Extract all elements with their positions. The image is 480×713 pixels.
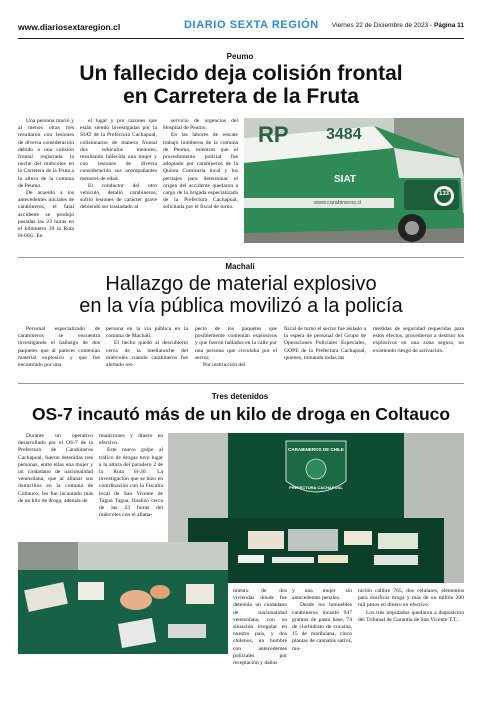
article3-column-3 xyxy=(233,588,287,668)
article3-paragraph: y una mujer sin antecedentes penales. xyxy=(292,588,352,602)
page-header xyxy=(18,19,464,36)
article3-column-5 xyxy=(358,588,464,668)
article2-column-5 xyxy=(373,326,464,374)
article2-headline xyxy=(18,274,464,317)
article2-column-2 xyxy=(106,326,188,374)
article3-paragraph: Los tres imputados quedaron a disposición del Tribunal de Garantía de San Vicente T.T.. xyxy=(358,609,464,623)
article2-paragraph: medidas de seguridad requeridas para estos efectos, procedieron a destruir los explosivos en una zona segura, no existiendo riesgo de activación. xyxy=(373,326,464,354)
accident-police-car-photo xyxy=(244,118,464,243)
banner-carabineros: CARABINEROS DE CHILE xyxy=(288,447,344,452)
article1-paragraph: el lugar y por razones que están siendo investigadas por la SIAT de la Prefectura Cachapoal, colisionaron de manera frontal dos vehículos menores, resultando fallecida una mujer y con lesiones de diversa consideración sus acompañantes menores de edad. xyxy=(80,118,157,182)
article1-headline xyxy=(18,63,464,108)
article1-paragraph: De acuerdo a los antecedentes iniciales de carabineros, el fatal accidente se produjo pasadas las 23 horas en el kilómetro 39 la Ruta H-66G. En xyxy=(18,190,74,240)
article3-paragraph: municiones y dinero en efectivo. xyxy=(99,433,163,447)
article2-paragraph: Por instrucción del xyxy=(203,362,246,369)
article2-paragraph: pecto de los paquetes que posiblemente contenían explosivos y que fueron hallados en la calle por una persona que circulaba por el sector. xyxy=(195,326,277,361)
article3-column-4 xyxy=(292,588,352,668)
photo-emergency-badge: 133 xyxy=(438,191,449,197)
article3-headline: OS-7 incautó más de un kilo de droga en Coltauco xyxy=(31,404,451,424)
photo-car-number: 3484 xyxy=(326,126,362,143)
article-separator xyxy=(18,383,464,384)
article-separator xyxy=(18,257,464,258)
article3-paragraph: Desde los inmuebles carabineros incautó 947 gramos de pasta base, 74 de clorhidrato de cocaína, 15 de marihuana, cinco plantas de cannabis sativa, mu- xyxy=(292,602,352,652)
photo-siat-label: SIAT xyxy=(334,174,357,185)
article2-paragraph: fiscal de turno el sector fue aislado a la espera de personal del Grupo de Operaciones Policiales Especiales, GOPE de la Prefectura Cachapoal, quienes, tomando todas las xyxy=(284,326,366,361)
photo-rp-label: RP xyxy=(258,122,289,147)
article1-kicker: Peumo xyxy=(226,52,254,61)
article3-paragraph: Durante un operativo desarrollado por el OS-7 de la Prefectura de Carabineros Cachapoal, fueron detenidas tres personas, entre ellas una mujer y un ciudadano de nacionalidad venezolana, que al allanar sus domicilios en la comuna de Coltauco, les fue incautado más de un kilo de droga, además de xyxy=(18,433,93,504)
photo-car-url: www.carabineros.cl xyxy=(314,200,362,206)
article1-paragraph: El conductor del otro vehículo, detalló carabineros, sufrió lesiones de carácter grave debiendo ser trasladado al xyxy=(80,182,157,211)
issue-date-text: Viernes 22 de Diciembre de 2023 - xyxy=(331,22,434,29)
article3-paragraph: Este nuevo golpe al tráfico de drogas tuvo lugar a la altura del paradero 2 de la Ruta H-30. La investigación que se hizo en coordinación con la Fiscalía local de San Vicente de Tagua Tagua, finalizó cerca de las 23 horas del miércoles con el allana- xyxy=(99,447,163,519)
header-rule xyxy=(18,38,464,39)
newspaper-name: DIARIO SEXTA REGIÓN xyxy=(184,19,319,31)
banner-prefectura: PREFECTURA CACHAPOAL xyxy=(289,485,343,490)
article3-column-1 xyxy=(18,433,93,538)
page-number: Página 11 xyxy=(434,22,464,29)
article3-paragraph: miento de dos viviendas donde fue detenido un ciudadano de nacionalidad venezolana, con su situación irregular en nuestro país, y dos chilenos, un hombre con antecedentes policiales por receptación y daños xyxy=(233,588,287,667)
article2-headline-line1: Hallazgo de material explosivo xyxy=(105,273,377,295)
article2-paragraph: El hecho quedó al descubierto cerca de la medianoche del miércoles cuando carabineros fue alertado res- xyxy=(106,340,188,369)
article1-headline-line1: Un fallecido deja colisión frontal xyxy=(79,62,403,85)
article2-paragraph: persona en la vía pública en la comuna de Machalí. xyxy=(106,326,188,340)
article2-column-4 xyxy=(284,326,366,374)
article1-column-1 xyxy=(18,118,74,250)
evidence-illustration xyxy=(18,542,228,654)
article1-paragraph: servicio de urgencias del Hospital de Peumo. xyxy=(163,118,238,132)
evidence-photo xyxy=(18,542,228,654)
article2-headline-line2: en la vía pública movilizó a la policía xyxy=(79,294,403,317)
article3-column-2 xyxy=(99,433,163,538)
article2-column-3 xyxy=(195,326,277,374)
site-url[interactable]: www.diariosextaregion.cl xyxy=(18,22,121,32)
article1-column-3 xyxy=(163,118,238,250)
article1-paragraph: En las labores de rescate trabajó bomberos de la comuna de Peumo, mientras que el procedimiento policial fue adoptado por carabineros de la Quinta Comisaría local y los peritajes para determinar el origen del accidente quedaron a cargo de la brigada especializada de la Prefectura Cachapoal, solicitada por el fiscal de turno. xyxy=(163,132,238,211)
article2-column-1 xyxy=(18,326,100,374)
article3-paragraph: nición calibre 765, dos celulares, elementos para dosificar droga y más de un millón 200 mil pesos en dinero en efectivo. xyxy=(358,588,464,609)
article2-kicker: Machalí xyxy=(225,262,255,271)
article3-kicker: Tres detenidos xyxy=(211,392,269,401)
article1-paragraph: Una persona murió y al menos otras tres resultaron con lesiones de diversa consideración debido a una colisión frontal registrada la noche del miércoles en la Carretera de la Fruta a la altura de la comuna de Peumo. xyxy=(18,118,74,189)
issue-date xyxy=(332,22,464,29)
article1-column-2 xyxy=(80,118,157,250)
article1-headline-line2: en Carretera de la Fruta xyxy=(123,84,359,108)
article2-paragraph: Personal especializado de carabineros se encuentra investigando el hallazgo de dos paquetes que al parecer contenían material explosivo y que fue encontrado por una xyxy=(18,326,100,369)
